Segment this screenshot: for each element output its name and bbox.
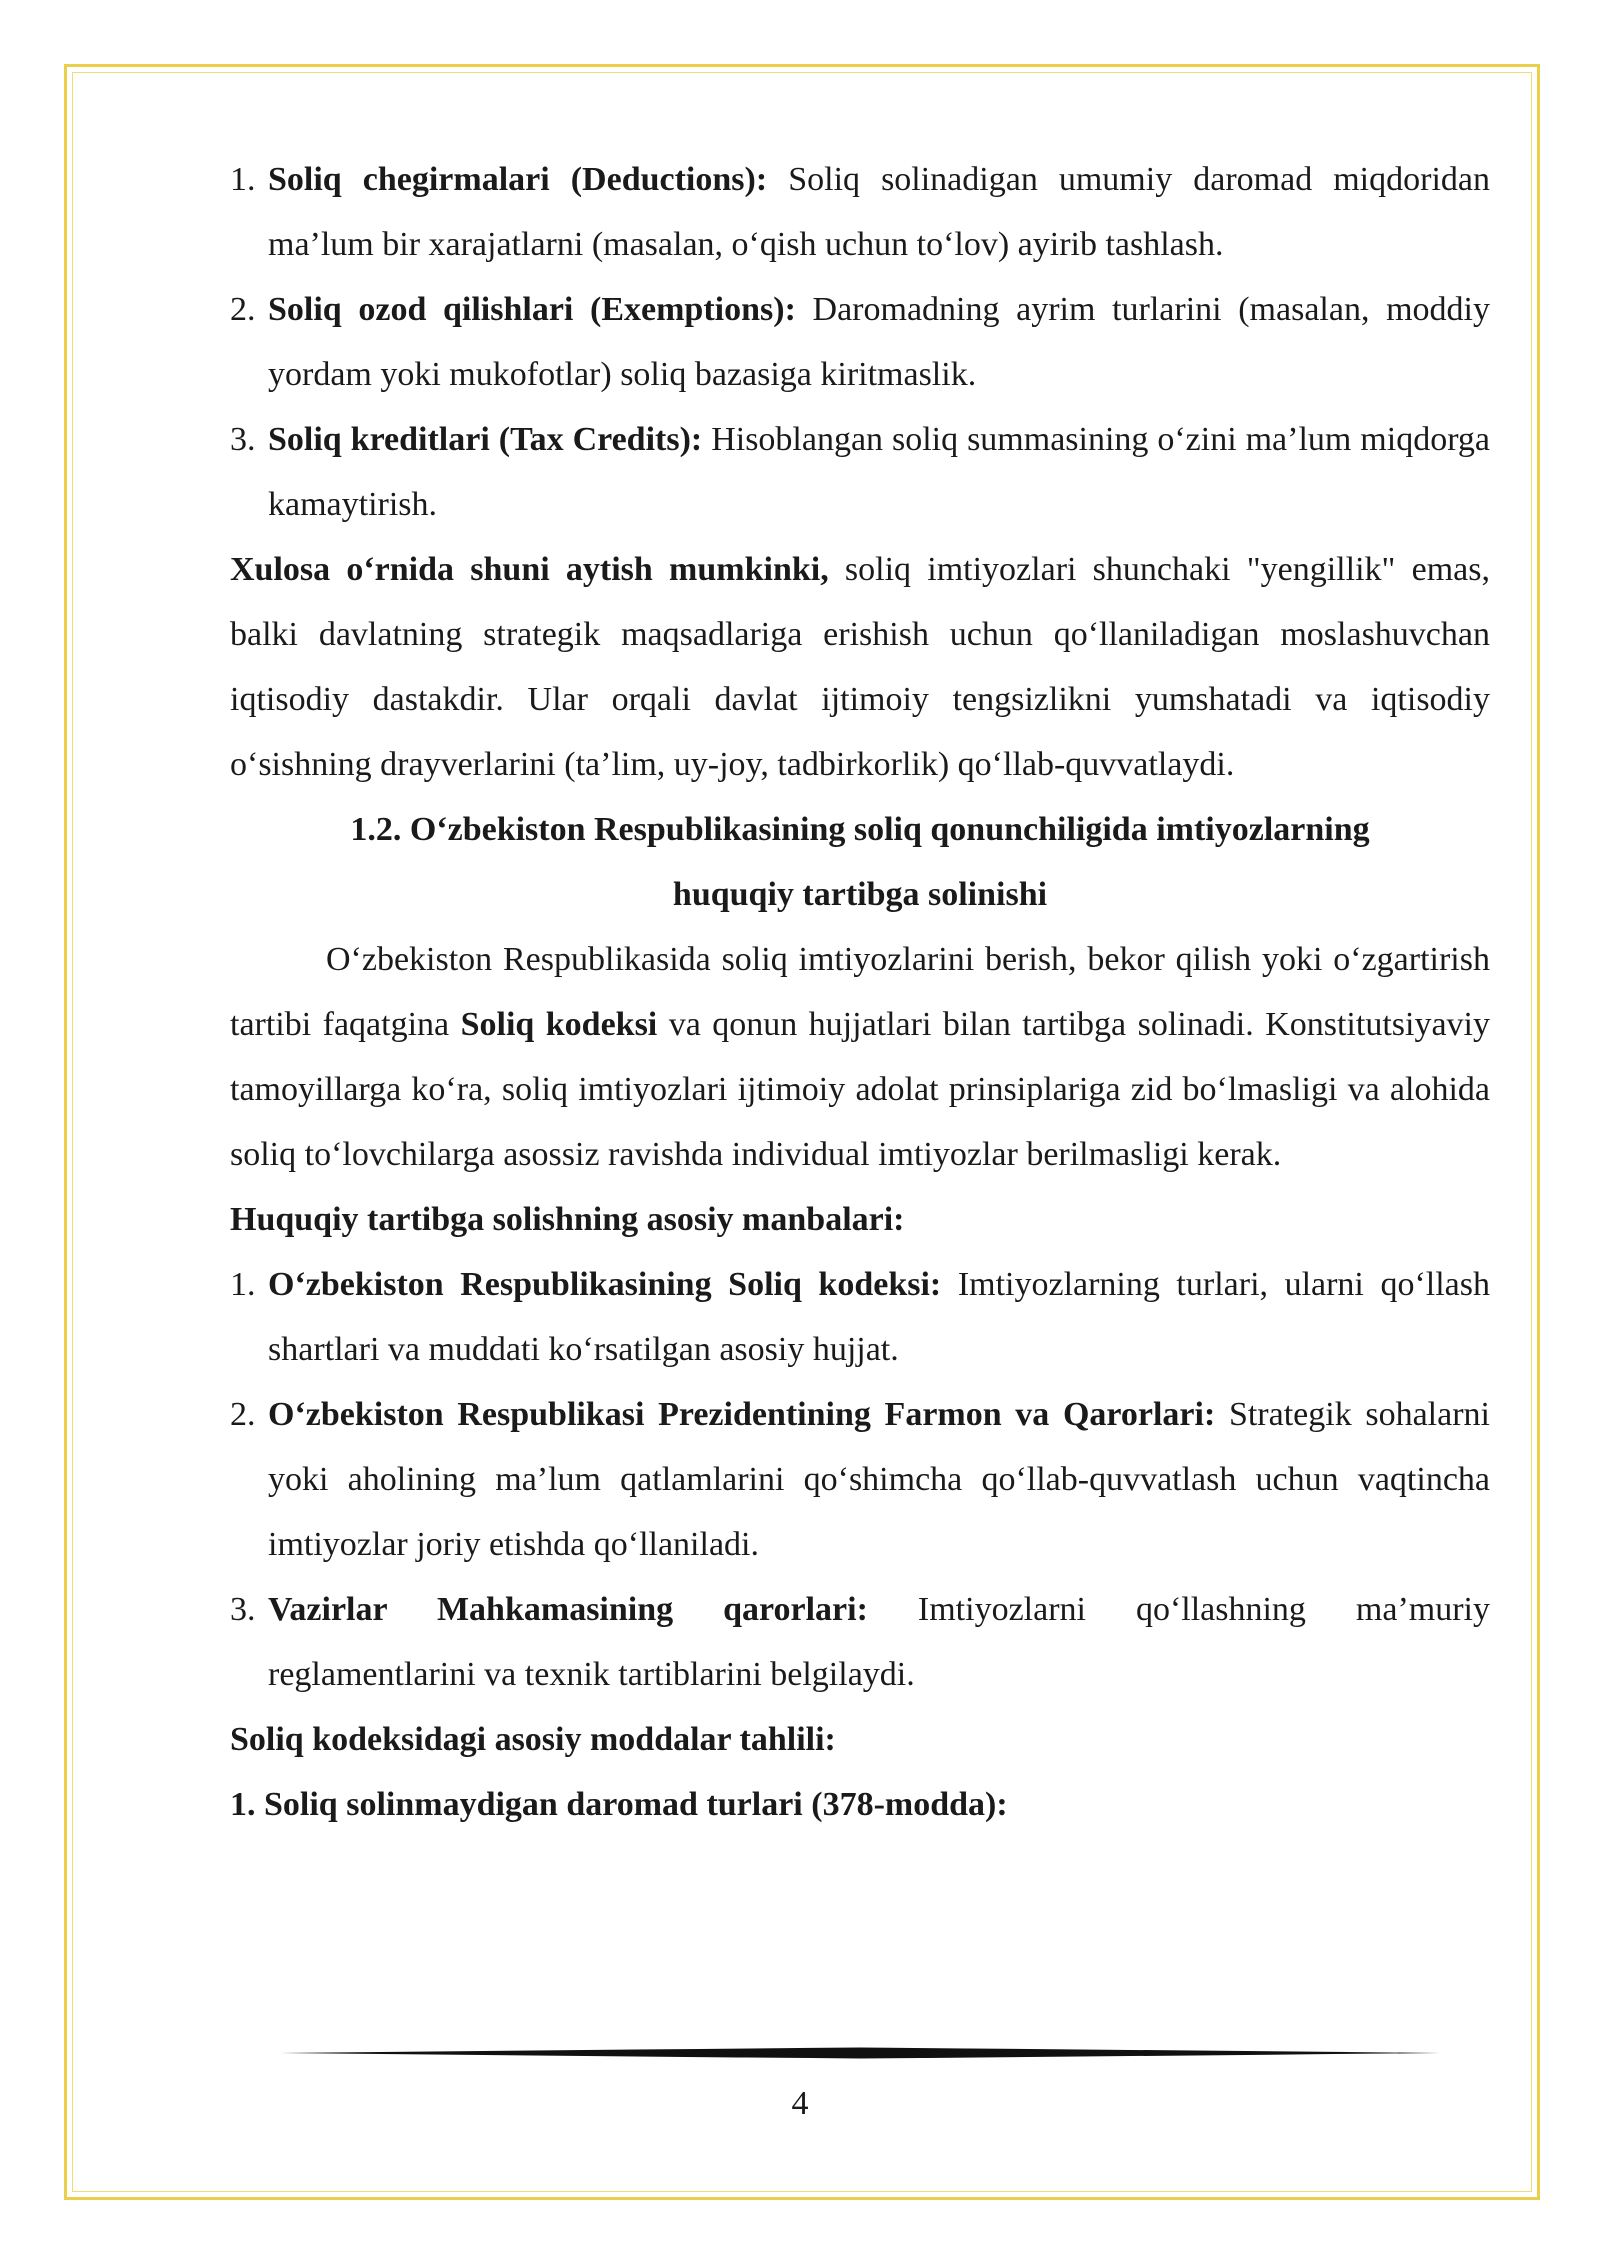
list-item-text: Strategik sohalarni yoki aholining ma’lum qatlamlarini qo‘shimcha qo‘llab-quvvatlash uchun vaqtincha imtiyozlar joriy etishda qo‘llaniladi. [268,1396,1490,1563]
list-item [230,1577,1490,1707]
list-item [230,407,1490,537]
sources-heading [230,1187,1490,1252]
list-item [230,277,1490,407]
section-heading-line1: 1.2. O‘zbekiston Respublikasining soliq qonunchiligida imtiyozlarning [350,811,1370,848]
footer-divider [280,2046,1440,2060]
analysis-heading-text: Soliq kodeksidagi asosiy moddalar tahlili: [230,1721,836,1758]
list-item-text: Imtiyozlarni qo‘llashning ma’muriy reglamentlarini va texnik tartiblarini belgilaydi. [268,1591,1490,1693]
list-item [230,1252,1490,1382]
section-heading [230,797,1490,927]
final-list-item-text: 1. Soliq solinmaydigan daromad turlari (378-modda): [230,1786,1008,1823]
sources-heading-text: Huquqiy tartibga solishning asosiy manbalari: [230,1201,905,1238]
list-number: 2. [230,1396,256,1433]
list-item-term: Soliq ozod qilishlari (Exemptions): [268,291,796,328]
list-number: 2. [230,291,256,328]
list-item-term: O‘zbekiston Respublikasining Soliq kodeksi: [268,1266,942,1303]
document-body [230,147,1490,1837]
list-item-text: Daromadning ayrim turlarini (masalan, moddiy yordam yoki mukofotlar) soliq bazasiga kiritmaslik. [268,291,1490,393]
section-paragraph-end: va qonun hujjatlari bilan tartibga solinadi. Konstitutsiyaviy tamoyillarga ko‘ra, soliq imtiyozlari ijtimoiy adolat prinsiplariga zid bo‘lmasligi va alohida soliq to‘lovchilarga asossiz ravishda individual imtiyozlar berilmasligi kerak. [230,1006,1490,1173]
list-item-term: Soliq kreditlari (Tax Credits): [268,421,703,458]
conclusion-lead: Xulosa o‘rnida shuni aytish mumkinki, [230,551,829,588]
list-item-text: Imtiyozlarning turlari, ularni qo‘llash shartlari va muddati ko‘rsatilgan asosiy hujjat. [268,1266,1490,1368]
list-item-text: Hisoblangan soliq summasining o‘zini ma’lum miqdorga kamaytirish. [268,421,1490,523]
section-paragraph [230,927,1490,1187]
conclusion-paragraph [230,537,1490,797]
conclusion-text: soliq imtiyozlari shunchaki "yengillik" emas, balki davlatning strategik maqsadlariga erishish uchun qo‘llaniladigan moslashuvchan iqtisodiy dastakdir. Ular orqali davlat ijtimoiy tengsizlikni yumshatadi va iqtisodiy o‘sishning drayverlarini (ta’lim, uy-joy, tadbirkorlik) qo‘llab-quvvatlaydi. [230,551,1490,783]
list-number: 1. [230,1266,256,1303]
list-number: 3. [230,421,256,458]
analysis-heading [230,1707,1490,1772]
section-paragraph-start: O‘zbekiston Respublikasida soliq imtiyozlarini berish, bekor qilish yoki o‘zgartirish tartibi faqatgina [230,941,1490,1043]
list-item-term: Vazirlar Mahkamasining qarorlari: [268,1591,868,1628]
page-number: 4 [791,2085,809,2122]
list-item [230,147,1490,277]
list-item [230,1382,1490,1577]
list-number: 1. [230,161,256,198]
section-heading-line2: huquqiy tartibga solinishi [672,876,1048,913]
list-item-term: Soliq chegirmalari (Deductions): [268,161,768,198]
section-paragraph-bold: Soliq kodeksi [460,1006,658,1043]
list-item-term: O‘zbekiston Respublikasi Prezidentining Farmon va Qarorlari: [268,1396,1216,1433]
final-list-item [230,1772,1490,1837]
list-item-text: Soliq solinadigan umumiy daromad miqdoridan ma’lum bir xarajatlarni (masalan, o‘qish uchun to‘lov) ayirib tashlash. [268,161,1490,263]
list-number: 3. [230,1591,256,1628]
